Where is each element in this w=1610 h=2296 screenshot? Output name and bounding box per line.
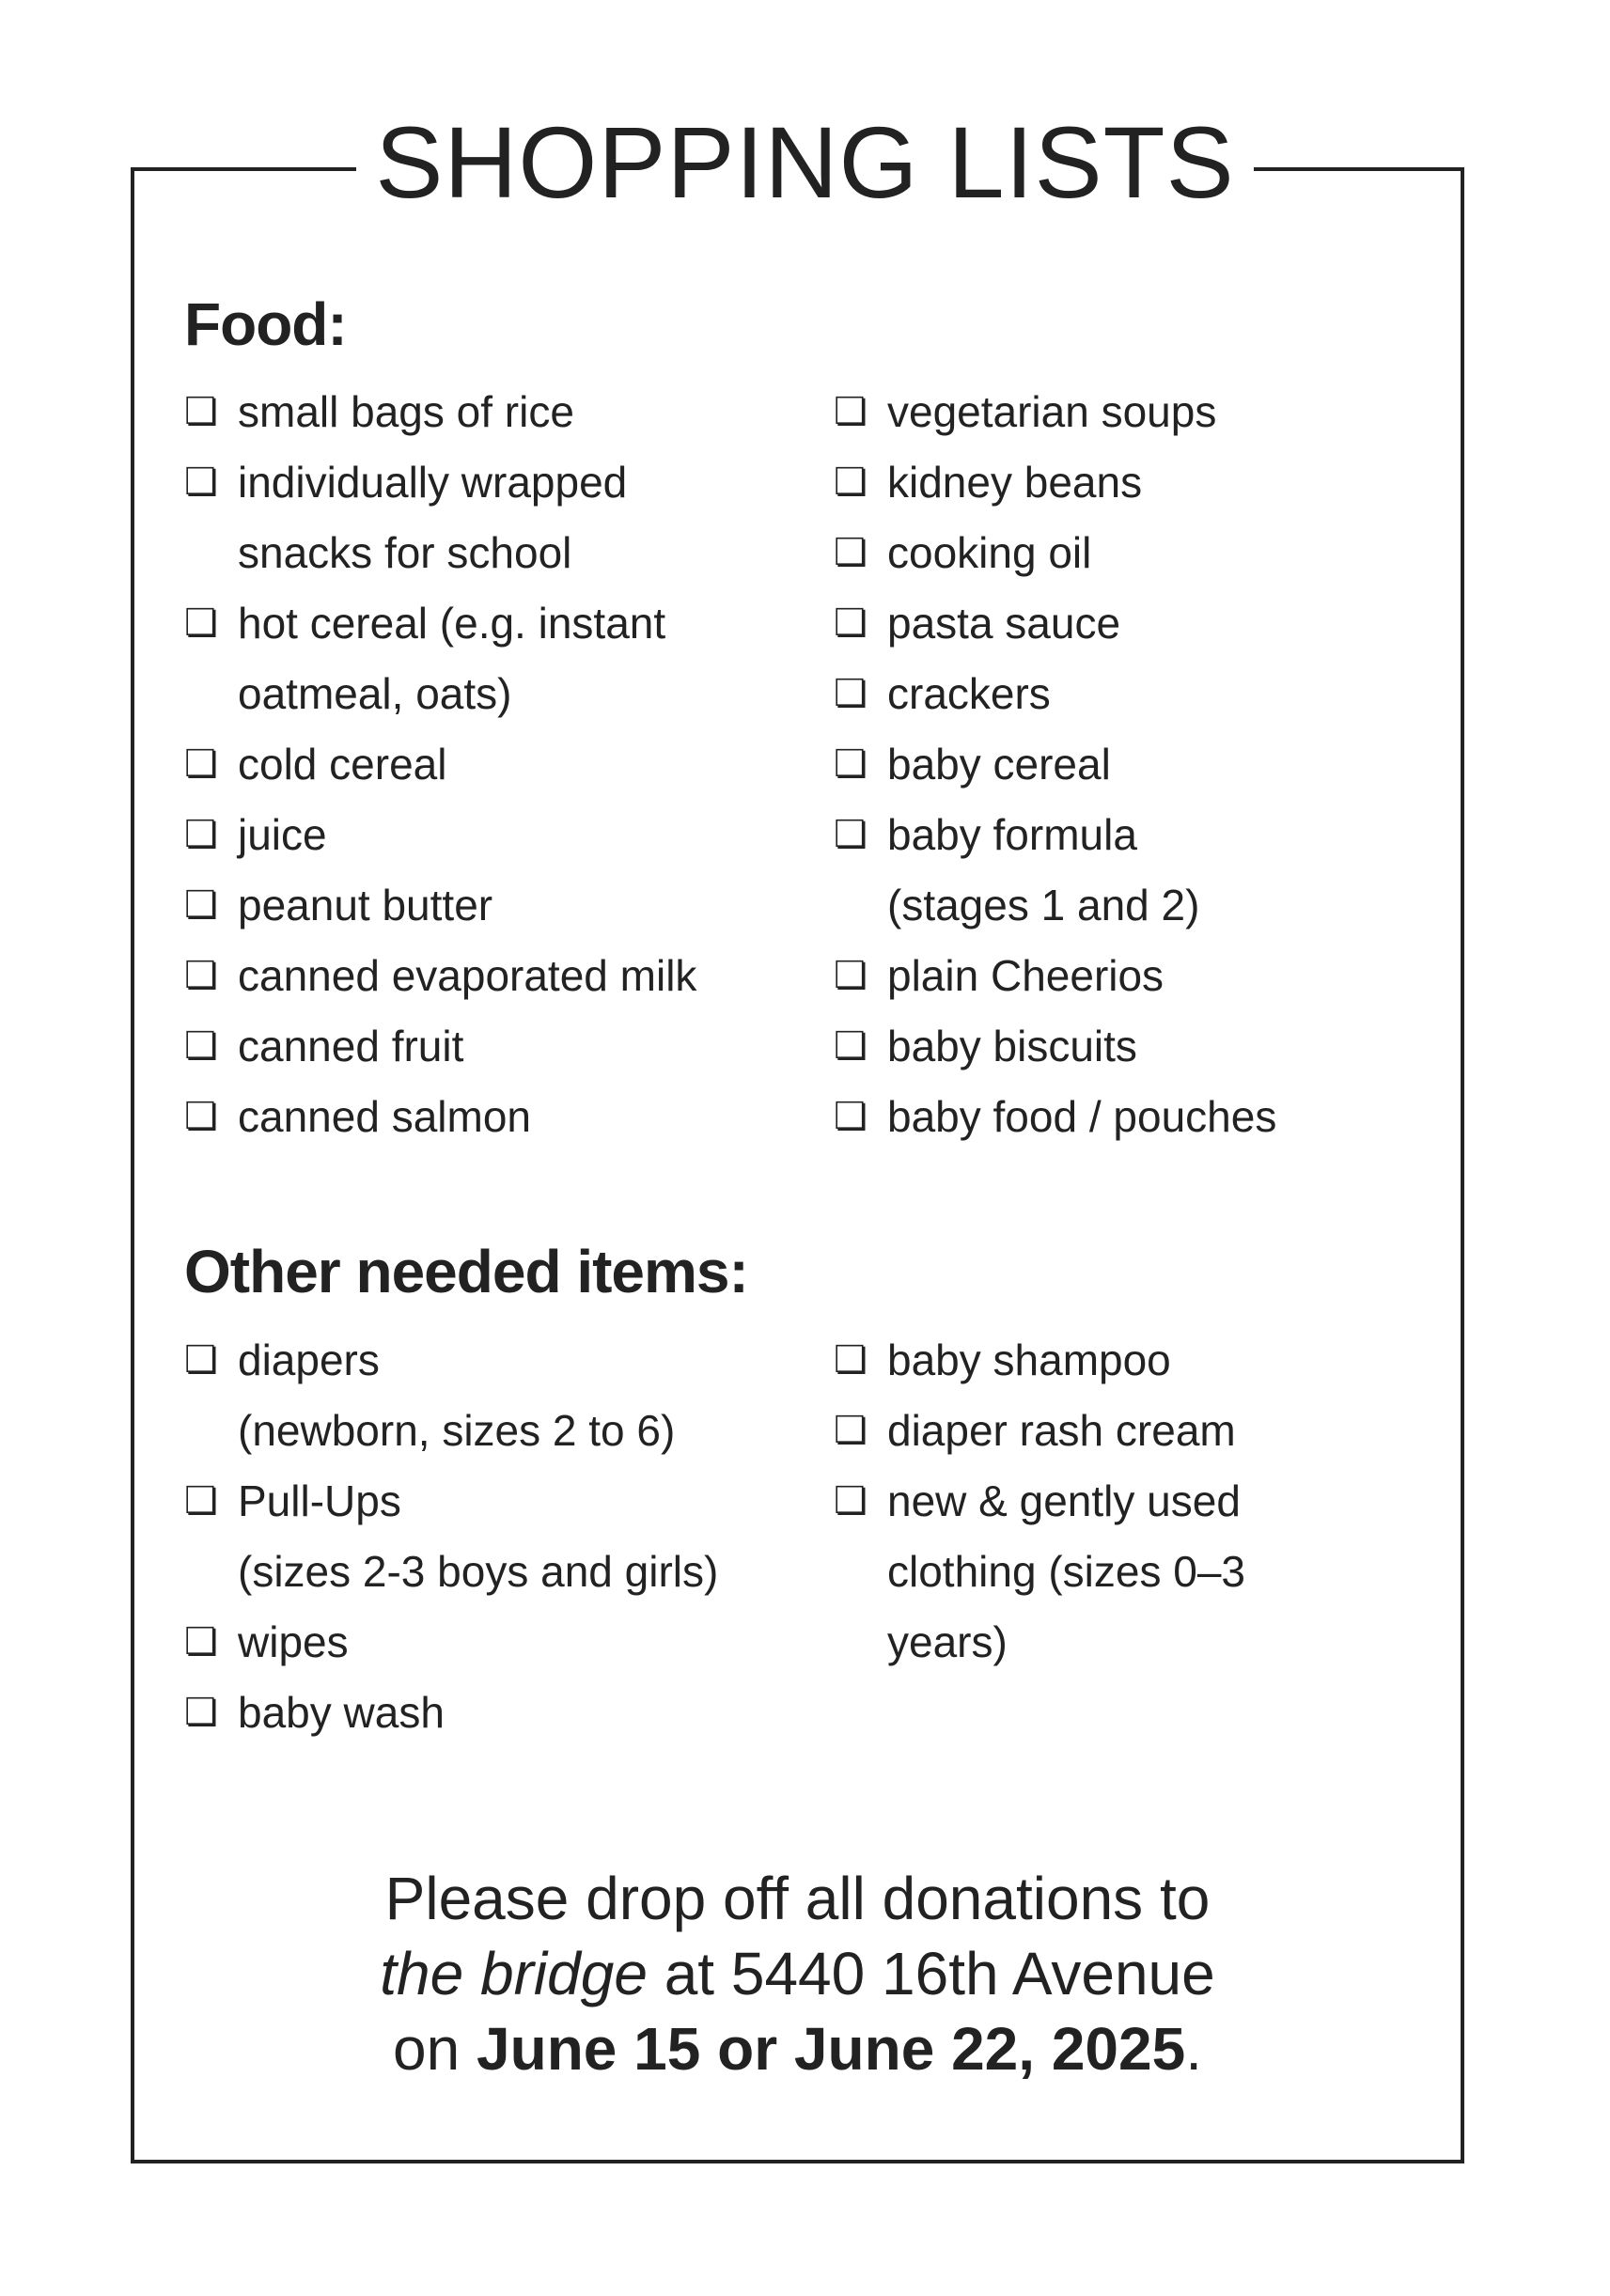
checklist-item-label-continued: years)	[887, 1617, 1008, 1666]
food-list-left	[184, 377, 696, 1152]
checklist-item	[184, 729, 696, 800]
checklist-item-label: new & gently used	[887, 1476, 1241, 1525]
checklist-item-label: baby biscuits	[887, 1022, 1137, 1070]
checklist-item-label-continued: snacks for school	[238, 528, 572, 577]
dropoff-line-3	[131, 2011, 1464, 2086]
checklist-item-label: crackers	[887, 669, 1051, 718]
checklist-item	[834, 941, 1276, 1011]
checkbox-icon[interactable]: ❏	[834, 391, 868, 432]
food-heading: Food:	[184, 290, 347, 358]
checkbox-icon[interactable]: ❏	[184, 955, 218, 996]
checkbox-icon[interactable]: ❏	[184, 1621, 218, 1663]
checklist-item	[184, 870, 696, 941]
other-list-right	[834, 1325, 1245, 1678]
page-title-text: SHOPPING LISTS	[356, 105, 1253, 219]
dropoff-note	[131, 1861, 1464, 2086]
checklist-item-label: individually wrapped	[238, 458, 628, 507]
checklist-item-label: diapers	[238, 1335, 380, 1384]
checkbox-icon[interactable]: ❏	[184, 1096, 218, 1137]
checklist-item	[834, 1466, 1245, 1678]
checkbox-icon[interactable]: ❏	[184, 1480, 218, 1522]
checklist-item	[184, 800, 696, 870]
checkbox-icon[interactable]: ❏	[834, 743, 868, 785]
checklist-item-label: baby cereal	[887, 740, 1111, 789]
checklist-item-label: plain Cheerios	[887, 951, 1165, 1000]
checklist-item	[834, 659, 1276, 729]
checkbox-icon[interactable]: ❏	[834, 1480, 868, 1522]
checkbox-icon[interactable]: ❏	[834, 673, 868, 714]
checklist-item	[184, 1607, 718, 1678]
checklist-item-label: baby food / pouches	[887, 1092, 1277, 1141]
checklist-item	[834, 729, 1276, 800]
page-title	[0, 102, 1610, 224]
checkbox-icon[interactable]: ❏	[834, 602, 868, 644]
checklist-item	[184, 1678, 718, 1748]
checklist-item-label: baby formula	[887, 810, 1137, 859]
checklist-item-label-continued: (stages 1 and 2)	[887, 881, 1200, 929]
checklist-item-label: juice	[238, 810, 327, 859]
checkbox-icon[interactable]: ❏	[184, 1025, 218, 1067]
checkbox-icon[interactable]: ❏	[834, 955, 868, 996]
checklist-item-label: diaper rash cream	[887, 1406, 1236, 1455]
checklist-item	[834, 1325, 1245, 1396]
checkbox-icon[interactable]: ❏	[834, 1339, 868, 1381]
checkbox-icon[interactable]: ❏	[184, 461, 218, 503]
checklist-item	[184, 1466, 718, 1607]
checkbox-icon[interactable]: ❏	[184, 1692, 218, 1733]
checklist-item-label: baby wash	[238, 1688, 445, 1737]
checklist-item	[184, 1325, 718, 1466]
checklist-item	[834, 1082, 1276, 1152]
checklist-item-label: cold cereal	[238, 740, 447, 789]
checkbox-icon[interactable]: ❏	[184, 743, 218, 785]
checklist-item-label: peanut butter	[238, 881, 493, 929]
checkbox-icon[interactable]: ❏	[834, 1025, 868, 1067]
other-items-heading: Other needed items:	[184, 1238, 748, 1305]
checklist-item	[184, 1011, 696, 1082]
dropoff-dates: June 15 or June 22, 2025	[477, 2015, 1186, 2083]
checklist-item	[184, 1082, 696, 1152]
checklist-item-label: cooking oil	[887, 528, 1092, 577]
dropoff-period: .	[1185, 2015, 1202, 2083]
checklist-item-label: vegetarian soups	[887, 387, 1217, 436]
checklist-item-label: Pull-Ups	[238, 1476, 401, 1525]
checklist-item	[834, 518, 1276, 588]
checklist-item-label-continued: oatmeal, oats)	[238, 669, 512, 718]
checklist-item	[834, 800, 1276, 941]
checklist-item-label-continued: (newborn, sizes 2 to 6)	[238, 1406, 676, 1455]
checklist-item	[834, 588, 1276, 659]
checklist-item-label-continued: clothing (sizes 0–3	[887, 1547, 1245, 1596]
checklist-item-label: baby shampoo	[887, 1335, 1171, 1384]
checkbox-icon[interactable]: ❏	[184, 884, 218, 926]
checkbox-icon[interactable]: ❏	[834, 1096, 868, 1137]
checklist-item-label: small bags of rice	[238, 387, 574, 436]
checklist-item	[834, 1011, 1276, 1082]
organization-name: the bridge	[380, 1940, 648, 2007]
checklist-item-label: canned salmon	[238, 1092, 531, 1141]
checkbox-icon[interactable]: ❏	[184, 1339, 218, 1381]
checklist-item-label: canned evaporated milk	[238, 951, 697, 1000]
checkbox-icon[interactable]: ❏	[834, 814, 868, 855]
checklist-item	[184, 377, 696, 447]
food-list-right	[834, 377, 1276, 1152]
dropoff-line-2	[131, 1936, 1464, 2011]
checkbox-icon[interactable]: ❏	[184, 602, 218, 644]
dropoff-on: on	[393, 2015, 477, 2083]
dropoff-line-1: Please drop off all donations to	[384, 1865, 1211, 1932]
checklist-item-label: wipes	[238, 1617, 349, 1666]
checklist-item	[834, 377, 1276, 447]
checkbox-icon[interactable]: ❏	[834, 532, 868, 573]
checkbox-icon[interactable]: ❏	[834, 1410, 868, 1451]
dropoff-address: at 5440 16th Avenue	[647, 1940, 1215, 2007]
checkbox-icon[interactable]: ❏	[834, 461, 868, 503]
checklist-item	[184, 941, 696, 1011]
checklist-item-label: kidney beans	[887, 458, 1143, 507]
checklist-item	[834, 1396, 1245, 1466]
checkbox-icon[interactable]: ❏	[184, 391, 218, 432]
checklist-item-label: pasta sauce	[887, 599, 1121, 648]
checklist-item	[184, 588, 696, 729]
checklist-item-label-continued: (sizes 2-3 boys and girls)	[238, 1547, 719, 1596]
checklist-item	[834, 447, 1276, 518]
checklist-item	[184, 447, 696, 588]
checkbox-icon[interactable]: ❏	[184, 814, 218, 855]
other-list-left	[184, 1325, 718, 1748]
checklist-item-label: hot cereal (e.g. instant	[238, 599, 666, 648]
checklist-item-label: canned fruit	[238, 1022, 464, 1070]
